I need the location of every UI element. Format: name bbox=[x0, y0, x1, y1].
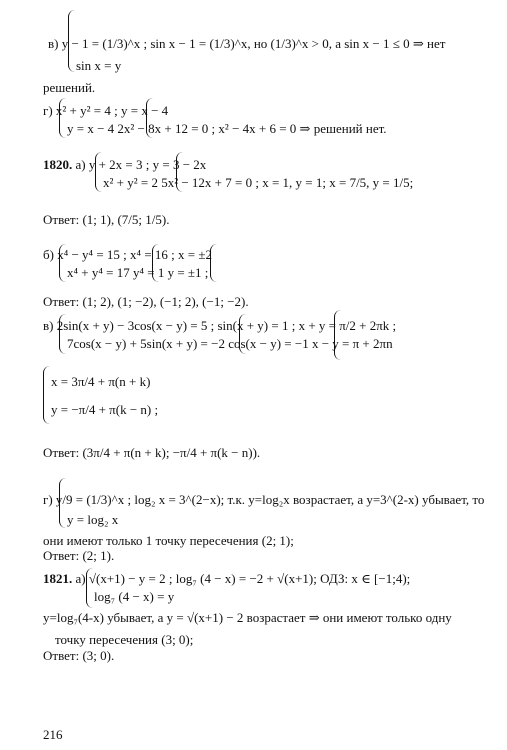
page-number: 216 bbox=[43, 727, 63, 742]
line-text: 7cos(x − y) + 5sin(x + y) = −2 cos(x − y) = −1 x − y = π + 2πn bbox=[67, 336, 393, 351]
line-text: г) y/9 = (1/3)^x ; log₂ x = 3^(2−x); т.к. y=log₂x возрастает, а y=3^(2-x) убывает, то bbox=[43, 492, 485, 507]
line-text: y=log₇(4-x) убывает, а y = √(x+1) − 2 возрастает ⇒ они имеют только одну bbox=[43, 610, 452, 625]
line-text: 1821. а) √(x+1) − y = 2 ; log₇ (4 − x) = −2 + √(x+1); ОДЗ: x ∈ [−1;4); bbox=[43, 571, 411, 586]
line-text: Ответ: (2; 1). bbox=[43, 548, 115, 563]
line-text: Ответ: (1; 2), (1; −2), (−1; 2), (−1; −2). bbox=[43, 294, 249, 309]
line-text: y = log₂ x bbox=[67, 512, 119, 527]
line-text: sin x = y bbox=[76, 58, 122, 73]
line-text: они имеют только 1 точку пересечения (2; 1); bbox=[43, 533, 294, 548]
line-text: точку пересечения (3; 0); bbox=[55, 632, 194, 647]
line-text: y = −π/4 + π(k − n) ; bbox=[51, 402, 159, 417]
line-text: в) 2sin(x + y) − 3cos(x − y) = 5 ; sin(x + y) = 1 ; x + y = π/2 + 2πk ; bbox=[43, 318, 397, 333]
line-text: решений. bbox=[43, 80, 96, 95]
line-text: в) y − 1 = (1/3)^x ; sin x − 1 = (1/3)^x, но (1/3)^x > 0, а sin x − 1 ≤ 0 ⇒ нет bbox=[48, 36, 446, 51]
line-text: 1820. а) y + 2x = 3 ; y = 3 − 2x bbox=[43, 157, 207, 172]
line-text: x⁴ + y⁴ = 17 y⁴ = 1 y = ±1 ; bbox=[67, 265, 209, 280]
line-text: y = x − 4 2x² − 8x + 12 = 0 ; x² − 4x + 6 = 0 ⇒ решений нет. bbox=[67, 121, 387, 136]
system-brace bbox=[43, 366, 50, 424]
line-text: x² + y² = 2 5x² − 12x + 7 = 0 ; x = 1, y = 1; x = 7/5, y = 1/5; bbox=[103, 175, 414, 190]
line-text: log₇ (4 − x) = y bbox=[94, 589, 175, 604]
line-text: г) x² + y² = 4 ; y = x − 4 bbox=[43, 103, 169, 118]
line-text: Ответ: (3; 0). bbox=[43, 648, 115, 663]
line-text: Ответ: (1; 1), (7/5; 1/5). bbox=[43, 212, 170, 227]
line-text: Ответ: (3π/4 + π(n + k); −π/4 + π(k − n)). bbox=[43, 445, 261, 460]
line-text: б) x⁴ − y⁴ = 15 ; x⁴ = 16 ; x = ±2 bbox=[43, 247, 212, 262]
line-text: x = 3π/4 + π(n + k) bbox=[51, 374, 151, 389]
